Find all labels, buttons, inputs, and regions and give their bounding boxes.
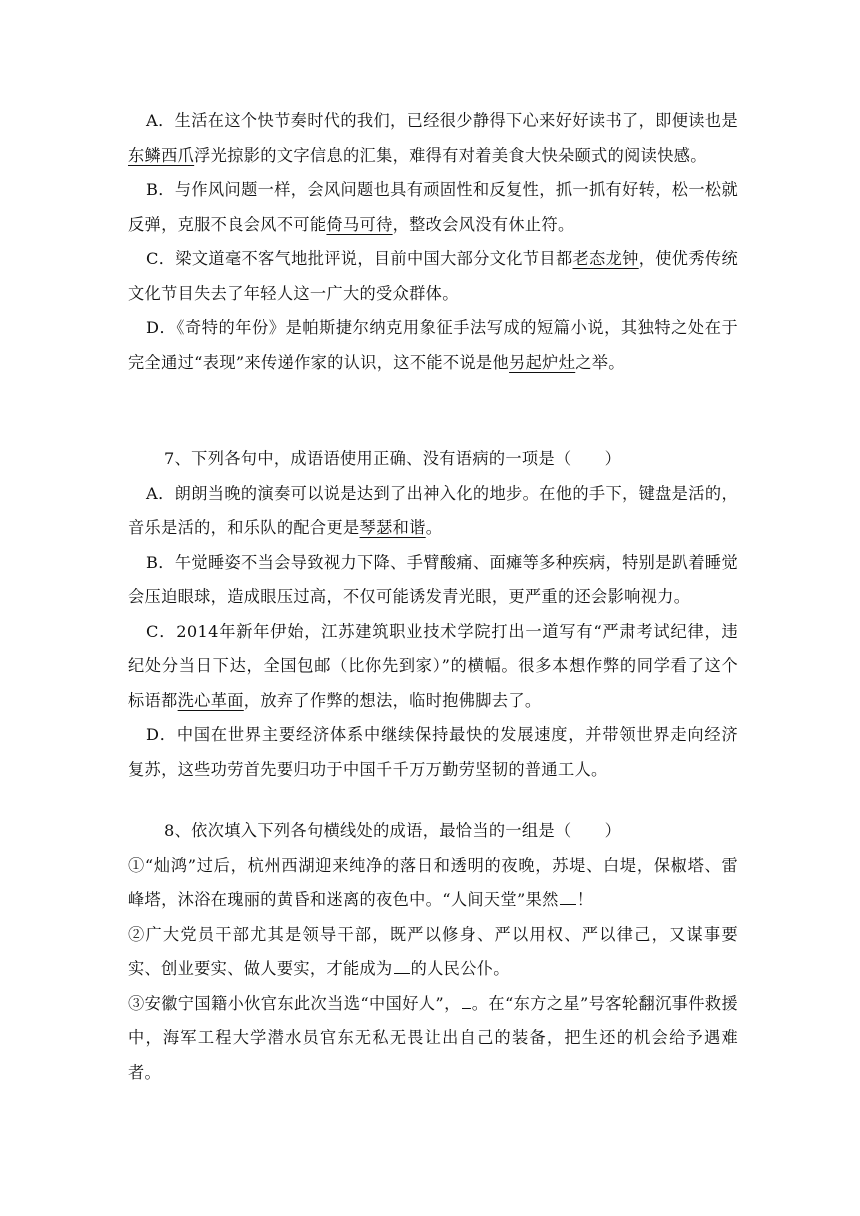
fill-blank-2 — [394, 959, 410, 974]
sentence-8-3-text: ③安徽宁国籍小伙官东此次当选“中国好人”， — [128, 993, 461, 1013]
sentence-8-2-text-end: 的人民公仆。 — [410, 959, 510, 978]
option-7c-text-end: ，放弃了作弊的想法，临时抱佛脚去了。 — [243, 690, 542, 710]
option-6d-text-end: 之举。 — [575, 352, 625, 372]
option-7b: B．午觉睡姿不当会导致视力下降、手臂酸痛、面瘫等多种疾病，特别是趴着睡觉会压迫眼球，造成眼压过高，不仅可能诱发青光眼，更严重的还会影响视力。 — [128, 552, 738, 606]
option-6d — [128, 311, 738, 380]
question-7 — [128, 442, 738, 787]
sentence-8-1-text: ①“灿鸿”过后，杭州西湖迎来纯净的落日和透明的夜晚，苏堤、白堤，保椒塔、雷峰塔，沐浴在瑰丽的黄昏和迷离的夜色中。“人间天堂”果然 — [128, 855, 738, 909]
option-7c-text: C．2014年新年伊始，江苏建筑职业技术学院打出一道写有“严肃考试纪律，违纪处分当日下达，全国包邮（比你先到家）”的横幅。很多本想作弊的同学看了这个标语都 — [128, 621, 738, 710]
option-6b — [128, 173, 738, 242]
option-6d-idiom: 另起炉灶 — [509, 352, 576, 372]
fill-blank-3 — [462, 994, 471, 1009]
fill-blank-1 — [560, 890, 576, 905]
option-6b-text-end: ，整改会风没有休止符。 — [392, 214, 575, 234]
option-6b-text: B．与作风问题一样，会风问题也具有顽固性和反复性，抓一抓有好转，松一松就反弹，克服不良会风不可能 — [128, 180, 738, 234]
option-7a-idiom: 琴瑟和谐 — [359, 518, 426, 537]
option-7a — [128, 477, 738, 546]
sentence-8-2-text: ②广大党员干部尤其是领导干部，既严以修身、严以用权、严以律己，又谋事要实、创业要实、做人要实，才能成为 — [128, 924, 738, 978]
option-7a-text-end: 。 — [425, 518, 443, 537]
option-7c — [128, 615, 738, 719]
option-6c-text-end: ，使优秀传统文化节目失去了年轻人这一广大的受众群体。 — [128, 249, 738, 303]
sentence-8-3-text-end: 。在“东方之星”号客轮翻沉事件救援中，海军工程大学潜水员官东无私无畏让出自己的装备，把生还的机会给予遇难者。 — [128, 993, 739, 1082]
question-8-stem: 8、依次填入下列各句横线处的成语，最恰当的一组是（ ） — [164, 821, 622, 840]
option-7c-idiom: 洗心革面 — [177, 690, 244, 710]
option-6c — [128, 242, 738, 311]
option-7d: D．中国在世界主要经济体系中继续保持最快的发展速度，并带领世界走向经济复苏，这些功劳首先要归功于中国千千万万勤劳坚韧的普通工人。 — [128, 725, 738, 779]
option-7a-text: A．朗朗当晚的演奏可以说是达到了出神入化的地步。在他的手下，键盘是活的，音乐是活的，和乐队的配合更是 — [128, 483, 738, 537]
sentence-8-1 — [128, 849, 738, 918]
sentence-8-3 — [128, 987, 738, 1091]
sentence-8-2 — [128, 918, 738, 987]
option-6a-text-end: 浮光掠影的文字信息的汇集，难得有对着美食大快朵颐式的阅读快感。 — [194, 145, 707, 165]
question-6-options — [128, 104, 738, 380]
question-8 — [128, 814, 738, 1090]
question-7-stem: 7、下列各句中，成语语使用正确、没有语病的一项是（ ） — [164, 449, 622, 468]
option-6c-idiom: 老态龙钟 — [572, 249, 639, 268]
option-6a — [128, 104, 738, 173]
option-6a-text: A．生活在这个快节奏时代的我们，已经很少静得下心来好好读书了，即便读也是 — [146, 111, 738, 130]
sentence-8-1-text-end: ！ — [576, 890, 594, 909]
option-6d-text: D．《奇特的年份》是帕斯捷尔纳克用象征手法写成的短篇小说，其独特之处在于完全通过“表现”来传递作家的认识，这不能不说是他 — [128, 318, 738, 372]
option-6c-text: C．梁文道毫不客气地批评说，目前中国大部分文化节目都 — [146, 249, 573, 268]
option-6a-idiom: 东鳞西爪 — [128, 145, 195, 165]
option-6b-idiom: 倚马可待 — [326, 214, 393, 234]
